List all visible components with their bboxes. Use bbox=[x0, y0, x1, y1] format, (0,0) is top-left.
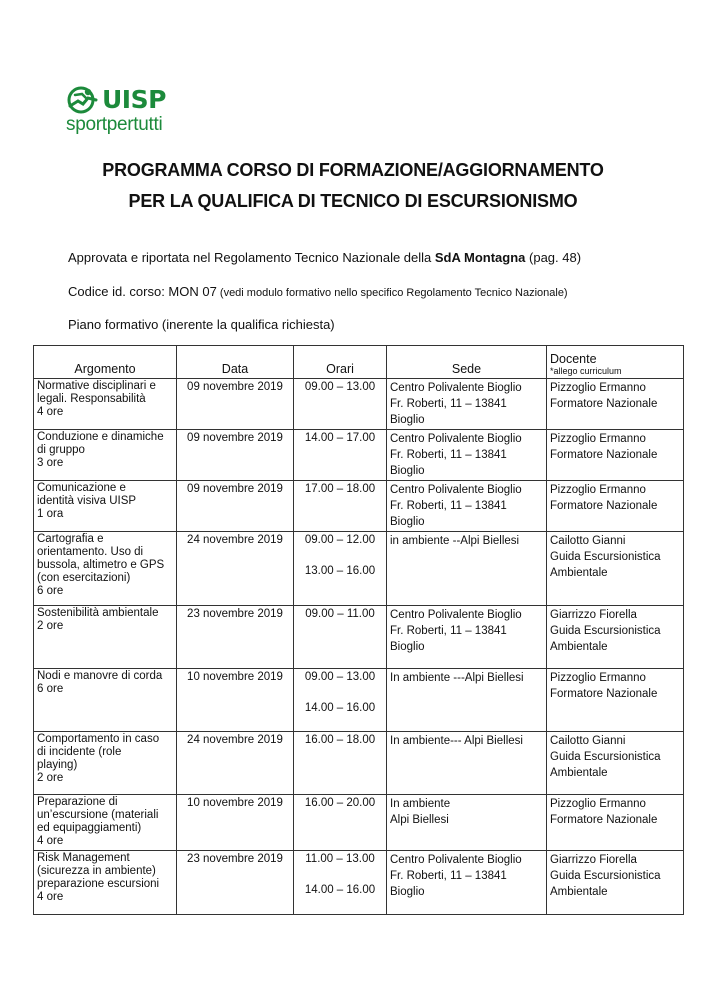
table-row bbox=[34, 430, 684, 481]
docente-name: Pizzoglio Ermanno bbox=[550, 484, 646, 496]
uisp-runner-icon bbox=[66, 86, 100, 114]
table-row bbox=[34, 379, 684, 430]
arg-line: legali. Responsabilità bbox=[37, 393, 146, 405]
cell-docente bbox=[547, 732, 684, 795]
cell-orari bbox=[294, 795, 387, 851]
sede-line: Centro Polivalente Bioglio bbox=[390, 433, 522, 445]
docente-name: Pizzoglio Ermanno bbox=[550, 672, 646, 684]
cell-docente bbox=[547, 379, 684, 430]
time-slot: 09.00 – 13.00 bbox=[304, 381, 376, 393]
cell-docente bbox=[547, 606, 684, 669]
sede-line: Alpi Biellesi bbox=[390, 814, 449, 826]
approved-text: Approvata e riportata nel Regolamento Tecnico Nazionale della bbox=[68, 250, 435, 265]
docente-role: Ambientale bbox=[550, 567, 608, 579]
cell-data: 09 novembre 2019 bbox=[177, 379, 294, 430]
program-table bbox=[33, 345, 684, 915]
cell-data: 23 novembre 2019 bbox=[177, 851, 294, 915]
arg-line: Comunicazione e bbox=[37, 482, 126, 494]
cell-argomento bbox=[34, 669, 177, 732]
cell-docente bbox=[547, 669, 684, 732]
docente-role: Ambientale bbox=[550, 886, 608, 898]
sede-line: Centro Polivalente Bioglio bbox=[390, 609, 522, 621]
approved-paragraph bbox=[68, 250, 581, 265]
cell-argomento bbox=[34, 795, 177, 851]
arg-line: playing) bbox=[37, 759, 78, 771]
sede-line: Bioglio bbox=[390, 886, 425, 898]
cell-docente bbox=[547, 532, 684, 606]
time-slot: 09.00 – 12.00 bbox=[304, 534, 376, 546]
table-row bbox=[34, 606, 684, 669]
docente-role: Guida Escursionistica bbox=[550, 551, 661, 563]
docente-name: Pizzoglio Ermanno bbox=[550, 798, 646, 810]
cell-orari bbox=[294, 606, 387, 669]
cell-argomento bbox=[34, 430, 177, 481]
docente-name: Cailotto Gianni bbox=[550, 535, 626, 547]
docente-role: Formatore Nazionale bbox=[550, 449, 658, 461]
title-line-2: PER LA QUALIFICA DI TECNICO DI ESCURSIONISMO bbox=[128, 191, 578, 211]
cell-data: 09 novembre 2019 bbox=[177, 430, 294, 481]
cell-data: 24 novembre 2019 bbox=[177, 732, 294, 795]
logo-word: UISP bbox=[102, 85, 166, 114]
arg-line: Sostenibilità ambientale bbox=[37, 607, 159, 619]
sede-line: Fr. Roberti, 11 – 13841 bbox=[390, 398, 507, 410]
header-docente bbox=[547, 346, 684, 379]
sede-line: Bioglio bbox=[390, 414, 425, 426]
sede-line: Centro Polivalente Bioglio bbox=[390, 854, 522, 866]
sede-line: Fr. Roberti, 11 – 13841 bbox=[390, 870, 507, 882]
table-row bbox=[34, 532, 684, 606]
cell-orari bbox=[294, 851, 387, 915]
arg-line: (con esercitazioni) bbox=[37, 572, 131, 584]
header-data: Data bbox=[177, 346, 294, 379]
arg-line: orientamento. Uso di bbox=[37, 546, 144, 558]
docente-role: Formatore Nazionale bbox=[550, 500, 658, 512]
arg-line: un’escursione (materiali bbox=[37, 809, 159, 821]
arg-hours: 2 ore bbox=[37, 772, 64, 784]
arg-hours: 4 ore bbox=[37, 406, 64, 418]
arg-line: Conduzione e dinamiche bbox=[37, 431, 164, 443]
arg-hours: 3 ore bbox=[37, 457, 64, 469]
uisp-logo bbox=[66, 86, 196, 146]
cell-data: 24 novembre 2019 bbox=[177, 532, 294, 606]
sede-line: Centro Polivalente Bioglio bbox=[390, 382, 522, 394]
docente-role: Guida Escursionistica bbox=[550, 625, 661, 637]
sede-line: Bioglio bbox=[390, 641, 425, 653]
cell-argomento bbox=[34, 379, 177, 430]
sede-line: In ambiente--- Alpi Biellesi bbox=[390, 735, 523, 747]
time-slot: 16.00 – 20.00 bbox=[304, 797, 376, 809]
cell-docente bbox=[547, 851, 684, 915]
sede-line: Fr. Roberti, 11 – 13841 bbox=[390, 500, 507, 512]
header-argomento: Argomento bbox=[34, 346, 177, 379]
arg-hours: 2 ore bbox=[37, 620, 64, 632]
arg-line: Nodi e manovre di corda bbox=[37, 670, 163, 682]
time-slot: 09.00 – 11.00 bbox=[305, 608, 375, 620]
arg-line: di gruppo bbox=[37, 444, 85, 456]
header-sede: Sede bbox=[387, 346, 547, 379]
arg-line: Comportamento in caso bbox=[37, 733, 160, 745]
sede-line: In ambiente ---Alpi Biellesi bbox=[390, 672, 524, 684]
docente-name: Giarrizzo Fiorella bbox=[550, 609, 637, 621]
arg-line: Cartografia e bbox=[37, 533, 104, 545]
sede-line: In ambiente bbox=[390, 798, 451, 810]
cell-orari bbox=[294, 481, 387, 532]
arg-line: di incidente (role bbox=[37, 746, 122, 758]
sede-line: Fr. Roberti, 11 – 13841 bbox=[390, 449, 507, 461]
table-row bbox=[34, 732, 684, 795]
docente-role: Formatore Nazionale bbox=[550, 398, 658, 410]
docente-name: Giarrizzo Fiorella bbox=[550, 854, 637, 866]
cell-sede bbox=[387, 851, 547, 915]
time-slot: 13.00 – 16.00 bbox=[304, 565, 376, 577]
cell-docente bbox=[547, 481, 684, 532]
docente-role: Formatore Nazionale bbox=[550, 814, 658, 826]
header-docente-note: *allego curriculum bbox=[550, 366, 622, 376]
cell-argomento bbox=[34, 851, 177, 915]
time-slot: 17.00 – 18.00 bbox=[304, 483, 376, 495]
course-code-paragraph bbox=[68, 284, 568, 299]
approved-page: (pag. 48) bbox=[525, 250, 582, 265]
cell-orari bbox=[294, 379, 387, 430]
docente-role: Guida Escursionistica bbox=[550, 751, 661, 763]
cell-argomento bbox=[34, 606, 177, 669]
docente-name: Pizzoglio Ermanno bbox=[550, 382, 646, 394]
sede-line: in ambiente --Alpi Biellesi bbox=[390, 535, 520, 547]
arg-hours: 4 ore bbox=[37, 891, 64, 903]
arg-line: Risk Management bbox=[37, 852, 130, 864]
cell-data: 23 novembre 2019 bbox=[177, 606, 294, 669]
cell-argomento bbox=[34, 532, 177, 606]
table-row bbox=[34, 851, 684, 915]
sede-line: Bioglio bbox=[390, 516, 425, 528]
cell-sede bbox=[387, 532, 547, 606]
cell-data: 09 novembre 2019 bbox=[177, 481, 294, 532]
cell-orari bbox=[294, 732, 387, 795]
course-code: Codice id. corso: MON 07 bbox=[68, 284, 217, 299]
table-row bbox=[34, 481, 684, 532]
cell-data: 10 novembre 2019 bbox=[177, 669, 294, 732]
arg-line: Preparazione di bbox=[37, 796, 118, 808]
arg-line: preparazione escursioni bbox=[37, 878, 160, 890]
cell-sede bbox=[387, 379, 547, 430]
sede-line: Fr. Roberti, 11 – 13841 bbox=[390, 625, 507, 637]
arg-hours: 1 ora bbox=[37, 508, 64, 520]
plan-paragraph: Piano formativo (inerente la qualifica richiesta) bbox=[68, 317, 335, 332]
time-slot: 14.00 – 16.00 bbox=[304, 702, 376, 714]
logo-tagline: sportpertutti bbox=[66, 114, 163, 135]
docente-name: Pizzoglio Ermanno bbox=[550, 433, 646, 445]
table-header-row bbox=[34, 346, 684, 379]
time-slot: 14.00 – 16.00 bbox=[304, 884, 376, 896]
time-slot: 09.00 – 13.00 bbox=[304, 671, 376, 683]
cell-data: 10 novembre 2019 bbox=[177, 795, 294, 851]
title-line-1: PROGRAMMA CORSO DI FORMAZIONE/AGGIORNAMENTO bbox=[102, 160, 604, 180]
course-code-note: (vedi modulo formativo nello specifico Regolamento Tecnico Nazionale) bbox=[216, 287, 568, 299]
time-slot: 11.00 – 13.00 bbox=[305, 853, 375, 865]
docente-role: Ambientale bbox=[550, 641, 608, 653]
header-docente-label: Docente bbox=[550, 352, 597, 366]
arg-line: bussola, altimetro e GPS bbox=[37, 559, 165, 571]
table-row bbox=[34, 669, 684, 732]
arg-line: (sicurezza in ambiente) bbox=[37, 865, 156, 877]
cell-argomento bbox=[34, 481, 177, 532]
docente-role: Ambientale bbox=[550, 767, 608, 779]
cell-sede bbox=[387, 606, 547, 669]
arg-line: Normative disciplinari e bbox=[37, 380, 156, 392]
cell-sede bbox=[387, 795, 547, 851]
cell-argomento bbox=[34, 732, 177, 795]
docente-name: Cailotto Gianni bbox=[550, 735, 626, 747]
arg-line: ed equipaggiamenti) bbox=[37, 822, 142, 834]
time-slot: 16.00 – 18.00 bbox=[304, 734, 376, 746]
sede-line: Centro Polivalente Bioglio bbox=[390, 484, 522, 496]
arg-hours: 6 ore bbox=[37, 683, 64, 695]
cell-sede bbox=[387, 732, 547, 795]
arg-hours: 6 ore bbox=[37, 585, 64, 597]
cell-orari bbox=[294, 669, 387, 732]
arg-line: identità visiva UISP bbox=[37, 495, 137, 507]
cell-orari bbox=[294, 532, 387, 606]
cell-docente bbox=[547, 430, 684, 481]
cell-orari bbox=[294, 430, 387, 481]
sda-montagna: SdA Montagna bbox=[434, 250, 526, 265]
cell-sede bbox=[387, 669, 547, 732]
cell-sede bbox=[387, 481, 547, 532]
arg-hours: 4 ore bbox=[37, 835, 64, 847]
header-orari: Orari bbox=[294, 346, 387, 379]
docente-role: Formatore Nazionale bbox=[550, 688, 658, 700]
sede-line: Bioglio bbox=[390, 465, 425, 477]
time-slot: 14.00 – 17.00 bbox=[304, 432, 376, 444]
cell-docente bbox=[547, 795, 684, 851]
docente-role: Guida Escursionistica bbox=[550, 870, 661, 882]
table-row bbox=[34, 795, 684, 851]
cell-sede bbox=[387, 430, 547, 481]
